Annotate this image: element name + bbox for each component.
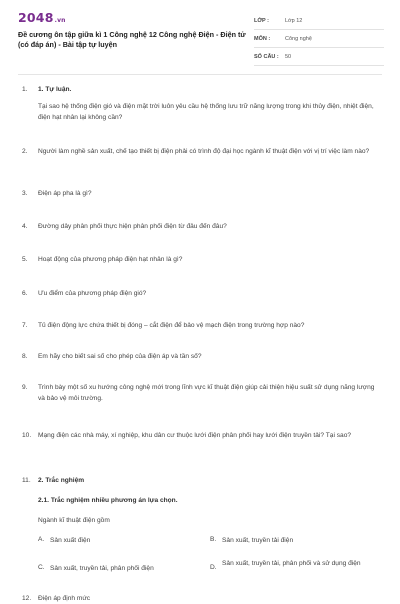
question-number: 9. <box>22 384 28 391</box>
document-header <box>0 0 400 66</box>
question-11 <box>22 475 382 526</box>
meta-key-class: LỚP : <box>254 17 269 24</box>
header-divider <box>18 74 382 75</box>
question-number: 7. <box>22 322 28 329</box>
meta-key-subject: MÔN : <box>254 35 271 42</box>
question-text: Ưu điểm của phương pháp điện gió? <box>38 290 147 297</box>
subsection-title: 2.1. Trắc nghiệm nhiều phương án lựa chọn. <box>38 497 178 504</box>
question-text: Điện áp định mức <box>38 595 91 602</box>
option-text: Sản xuất, truyền tải, phân phối điện <box>50 565 154 572</box>
option-key: B. <box>210 536 217 543</box>
question-number: 4. <box>22 223 28 230</box>
option-text: Sản xuất điện <box>50 537 91 544</box>
question-number: 3. <box>22 190 28 197</box>
question-number: 10. <box>22 432 32 439</box>
logo-text: 2048 <box>18 10 54 25</box>
question-text: Em hãy cho biết sai số cho phép của điện áp và tần số? <box>38 353 202 360</box>
question-number: 12. <box>22 595 32 602</box>
question-number: 2. <box>22 148 28 155</box>
option-key: D. <box>210 564 217 571</box>
question-3 <box>22 188 382 199</box>
question-1 <box>22 84 382 123</box>
option-a[interactable] <box>38 536 190 546</box>
section-title: 2. Trắc nghiệm <box>38 477 85 484</box>
document-title: Đề cương ôn tập giữa kì 1 Công nghệ 12 Công nghệ Điện - Điện tử (có đáp án) - Bài tập tự luyện <box>18 30 246 49</box>
question-text: Đường dây phân phối thực hiện phân phối điện từ đâu đến đâu? <box>38 223 227 230</box>
question-text: Tủ điện động lực chứa thiết bị đóng – cắt điện để bảo vệ mạch điện trong trường hợp nào? <box>38 322 305 329</box>
question-text: Tại sao hệ thống điện gió và điện mặt trời luôn yêu cầu hệ thống lưu trữ năng lượng trong khi thủy điện, nhiệt điện, điện hạt nhân lại không cần? <box>38 103 374 121</box>
document-meta <box>254 12 384 66</box>
option-text: Sản xuất, truyền tải điện <box>222 537 294 544</box>
option-c[interactable] <box>38 564 190 574</box>
meta-value-class: Lớp 12 <box>285 17 303 24</box>
option-text: Sản xuất, truyền tải, phân phối và sử dụng điện <box>222 560 361 567</box>
option-key: A. <box>38 536 45 543</box>
meta-row-class <box>254 12 384 30</box>
question-text: Ngành kĩ thuật điện gồm <box>38 517 110 524</box>
question-text: Điện áp pha là gì? <box>38 190 92 197</box>
question-10 <box>22 430 382 441</box>
meta-key-count: SỐ CÂU : <box>254 53 279 60</box>
question-number: 5. <box>22 256 28 263</box>
meta-row-count <box>254 48 384 66</box>
question-number: 8. <box>22 353 28 360</box>
meta-row-subject <box>254 30 384 48</box>
question-text: Người làm nghề sản xuất, chế tạo thiết bị điện phải có trình độ đại học ngành kĩ thuật điện với vị trí việc làm nào? <box>38 148 370 155</box>
question-number: 11. <box>22 477 31 484</box>
question-text: Hoạt động của phương pháp điện hạt nhân là gì? <box>38 256 183 263</box>
logo-suffix: .vn <box>54 17 66 24</box>
option-b[interactable] <box>210 536 362 546</box>
question-4 <box>22 221 382 232</box>
question-5 <box>22 254 382 265</box>
question-7 <box>22 320 382 331</box>
question-9 <box>22 382 382 404</box>
question-12-partial <box>22 593 382 604</box>
question-2 <box>22 146 382 157</box>
question-number: 6. <box>22 290 28 297</box>
question-6 <box>22 288 382 299</box>
question-text: Trình bày một số xu hướng công nghệ mới trong lĩnh vực kĩ thuật điện giúp cải thiện hiệu suất sử dụng năng lượng và bảo vệ môi trường. <box>38 384 375 402</box>
site-logo[interactable] <box>18 10 66 25</box>
option-d[interactable] <box>210 559 362 571</box>
meta-value-subject: Công nghệ <box>285 35 312 42</box>
question-text: Mạng điện các nhà máy, xí nghiệp, khu dân cư thuộc lưới điện phân phối hay lưới điện truyền tải? Tại sao? <box>38 432 352 439</box>
section-title: 1. Tự luận. <box>38 86 72 93</box>
question-8 <box>22 351 382 362</box>
option-key: C. <box>38 564 45 571</box>
meta-value-count: 50 <box>285 53 292 60</box>
question-number: 1. <box>22 86 28 93</box>
